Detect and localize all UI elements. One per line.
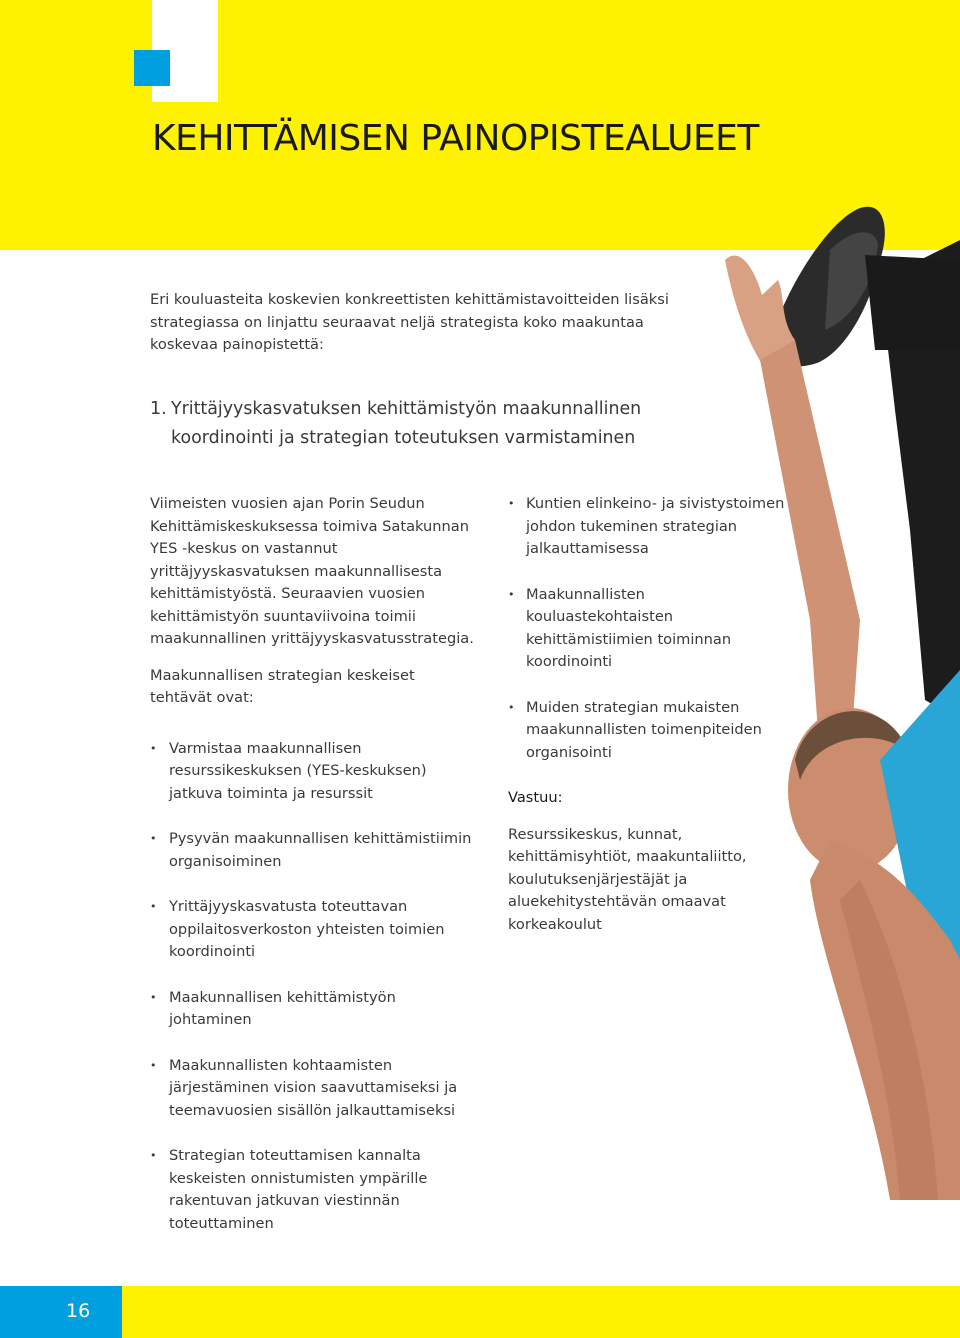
task-list-continued	[508, 493, 788, 764]
list-item: • Muiden strategian mukaisten maakunnallisten toimenpiteiden organisointi	[508, 697, 788, 765]
section-title: Yrittäjyyskasvatuksen kehittämistyön maakunnallinen koordinointi ja strategian toteutuksen varmistaminen	[171, 399, 642, 448]
intro-paragraph: Eri kouluasteita koskevien konkreettisten kehittämistavoitteiden lisäksi strategiassa on linjattu seuraavat neljä strategista koko maakuntaa koskevaa painopistettä:	[150, 291, 669, 353]
list-item: • Maakunnallisten kouluastekohtaisten kehittämistiimien toiminnan koordinointi	[508, 584, 788, 674]
decorative-blue-square	[134, 50, 170, 86]
footer-blue-block	[0, 1286, 122, 1338]
right-column	[508, 493, 788, 936]
footer-band	[0, 1286, 960, 1338]
body-paragraph: Viimeisten vuosien ajan Porin Seudun Kehittämiskeskuksessa toimiva Satakunnan YES -keskus on vastannut yrittäjyyskasvatuksen maakunnallisesta kehittämistyöstä. Seuraavien vuosien kehittämistyön suuntaviivoina toimii maakunnallinen yrittäjyyskasvatusstrategia.	[150, 495, 474, 647]
task-list	[150, 738, 480, 1236]
body-paragraph: Maakunnallisen strategian keskeiset tehtävät ovat:	[150, 666, 415, 706]
responsibility-label: Vastuu:	[508, 789, 563, 806]
left-column	[150, 493, 480, 1258]
list-item: • Kuntien elinkeino- ja sivistystoimen johdon tukeminen strategian jalkauttamisessa	[508, 493, 788, 561]
list-item: • Yrittäjyyskasvatusta toteuttavan oppilaitosverkoston yhteisten toimien koordinointi	[150, 896, 480, 964]
page-number: 16	[66, 1300, 91, 1322]
list-item: • Varmistaa maakunnallisen resurssikeskuksen (YES-keskuksen) jatkuva toiminta ja resurssit	[150, 738, 480, 806]
list-item: • Strategian toteuttamisen kannalta keskeisten onnistumisten ympärille rakentuvan jatkuvan viestinnän toteuttaminen	[150, 1145, 480, 1235]
list-item: • Pysyvän maakunnallisen kehittämistiimin organisoiminen	[150, 828, 480, 873]
section-number: 1.	[150, 399, 167, 419]
section-heading	[150, 395, 730, 453]
responsibility-text: Resurssikeskus, kunnat, kehittämisyhtiöt, maakuntaliitto, koulutuksenjärjestäjät ja aluekehitystehtävän omaavat korkeakoulut	[508, 825, 747, 933]
list-item: • Maakunnallisten kohtaamisten järjestäminen vision saavuttamiseksi ja teemavuosien sisällön jalkauttamiseksi	[150, 1055, 480, 1123]
list-item: • Maakunnallisen kehittämistyön johtaminen	[150, 987, 480, 1032]
page-title: KEHITTÄMISEN PAINOPISTEALUEET	[152, 118, 759, 159]
